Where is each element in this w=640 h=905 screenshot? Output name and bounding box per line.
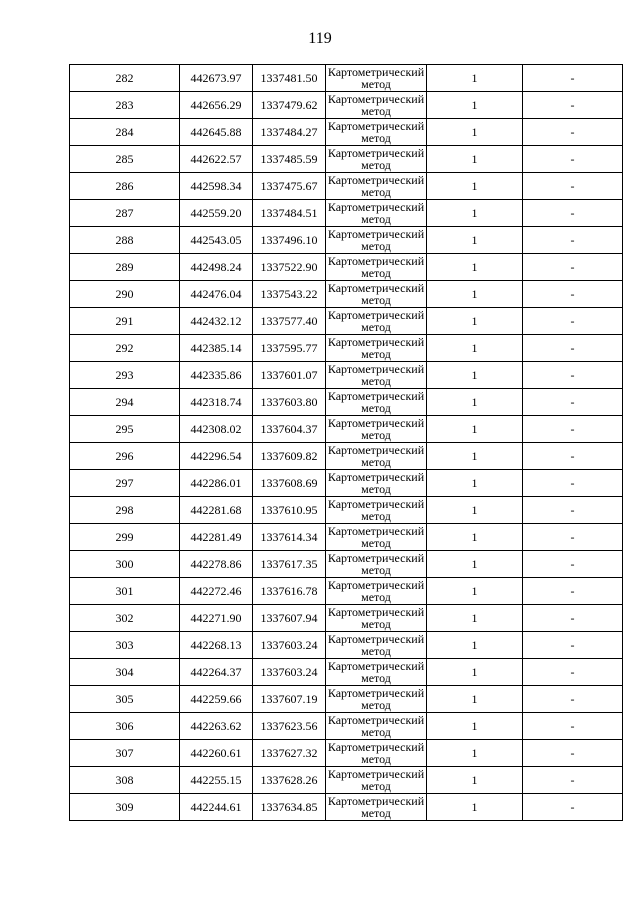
x-coordinate-cell: 442281.49 xyxy=(180,524,253,551)
x-coordinate-cell: 442296.54 xyxy=(180,443,253,470)
precision-cell: 1 xyxy=(427,362,523,389)
note-cell: - xyxy=(523,335,623,362)
y-coordinate-cell: 1337617.35 xyxy=(253,551,326,578)
method-text: Картометрический метод xyxy=(327,497,425,523)
precision-cell: 1 xyxy=(427,335,523,362)
method-cell xyxy=(326,794,427,821)
y-coordinate-cell: 1337607.19 xyxy=(253,686,326,713)
x-coordinate-cell: 442432.12 xyxy=(180,308,253,335)
note-cell: - xyxy=(523,308,623,335)
table-row xyxy=(70,308,623,335)
y-coordinate-cell: 1337496.10 xyxy=(253,227,326,254)
y-coordinate-cell: 1337634.85 xyxy=(253,794,326,821)
x-coordinate-cell: 442476.04 xyxy=(180,281,253,308)
method-cell xyxy=(326,362,427,389)
note-cell: - xyxy=(523,605,623,632)
precision-cell: 1 xyxy=(427,497,523,524)
method-text: Картометрический метод xyxy=(327,335,425,361)
point-number-cell: 282 xyxy=(70,65,180,92)
point-number-cell: 295 xyxy=(70,416,180,443)
x-coordinate-cell: 442260.61 xyxy=(180,740,253,767)
x-coordinate-cell: 442286.01 xyxy=(180,470,253,497)
x-coordinate-cell: 442673.97 xyxy=(180,65,253,92)
method-cell xyxy=(326,200,427,227)
point-number-cell: 290 xyxy=(70,281,180,308)
x-coordinate-cell: 442385.14 xyxy=(180,335,253,362)
x-coordinate-cell: 442656.29 xyxy=(180,92,253,119)
precision-cell: 1 xyxy=(427,632,523,659)
table-row xyxy=(70,767,623,794)
y-coordinate-cell: 1337614.34 xyxy=(253,524,326,551)
precision-cell: 1 xyxy=(427,605,523,632)
method-cell xyxy=(326,605,427,632)
x-coordinate-cell: 442264.37 xyxy=(180,659,253,686)
point-number-cell: 304 xyxy=(70,659,180,686)
x-coordinate-cell: 442272.46 xyxy=(180,578,253,605)
note-cell: - xyxy=(523,362,623,389)
table-row xyxy=(70,362,623,389)
precision-cell: 1 xyxy=(427,578,523,605)
method-cell xyxy=(326,308,427,335)
method-text: Картометрический метод xyxy=(327,65,425,91)
method-text: Картометрический метод xyxy=(327,92,425,118)
point-number-cell: 285 xyxy=(70,146,180,173)
method-text: Картометрический метод xyxy=(327,686,425,712)
table-row xyxy=(70,200,623,227)
method-text: Картометрический метод xyxy=(327,794,425,820)
table-row xyxy=(70,551,623,578)
x-coordinate-cell: 442498.24 xyxy=(180,254,253,281)
point-number-cell: 294 xyxy=(70,389,180,416)
point-number-cell: 284 xyxy=(70,119,180,146)
y-coordinate-cell: 1337608.69 xyxy=(253,470,326,497)
y-coordinate-cell: 1337604.37 xyxy=(253,416,326,443)
x-coordinate-cell: 442244.61 xyxy=(180,794,253,821)
y-coordinate-cell: 1337603.24 xyxy=(253,632,326,659)
method-text: Картометрический метод xyxy=(327,200,425,226)
precision-cell: 1 xyxy=(427,470,523,497)
y-coordinate-cell: 1337601.07 xyxy=(253,362,326,389)
note-cell: - xyxy=(523,92,623,119)
note-cell: - xyxy=(523,740,623,767)
y-coordinate-cell: 1337485.59 xyxy=(253,146,326,173)
note-cell: - xyxy=(523,200,623,227)
precision-cell: 1 xyxy=(427,254,523,281)
x-coordinate-cell: 442335.86 xyxy=(180,362,253,389)
point-number-cell: 303 xyxy=(70,632,180,659)
page-number: 119 xyxy=(308,30,332,47)
point-number-cell: 305 xyxy=(70,686,180,713)
precision-cell: 1 xyxy=(427,713,523,740)
x-coordinate-cell: 442271.90 xyxy=(180,605,253,632)
y-coordinate-cell: 1337577.40 xyxy=(253,308,326,335)
table-row xyxy=(70,227,623,254)
method-cell xyxy=(326,335,427,362)
precision-cell: 1 xyxy=(427,227,523,254)
method-text: Картометрический метод xyxy=(327,443,425,469)
method-cell xyxy=(326,173,427,200)
method-cell xyxy=(326,713,427,740)
note-cell: - xyxy=(523,119,623,146)
y-coordinate-cell: 1337628.26 xyxy=(253,767,326,794)
note-cell: - xyxy=(523,416,623,443)
method-cell xyxy=(326,659,427,686)
method-cell xyxy=(326,281,427,308)
table-row xyxy=(70,173,623,200)
y-coordinate-cell: 1337522.90 xyxy=(253,254,326,281)
coordinates-table xyxy=(69,64,623,821)
point-number-cell: 286 xyxy=(70,173,180,200)
note-cell: - xyxy=(523,389,623,416)
method-text: Картометрический метод xyxy=(327,524,425,550)
table-row xyxy=(70,389,623,416)
method-text: Картометрический метод xyxy=(327,713,425,739)
method-cell xyxy=(326,254,427,281)
point-number-cell: 287 xyxy=(70,200,180,227)
point-number-cell: 302 xyxy=(70,605,180,632)
table-row xyxy=(70,713,623,740)
method-cell xyxy=(326,578,427,605)
method-text: Картометрический метод xyxy=(327,470,425,496)
note-cell: - xyxy=(523,659,623,686)
method-cell xyxy=(326,146,427,173)
precision-cell: 1 xyxy=(427,686,523,713)
note-cell: - xyxy=(523,173,623,200)
precision-cell: 1 xyxy=(427,119,523,146)
method-cell xyxy=(326,443,427,470)
y-coordinate-cell: 1337623.56 xyxy=(253,713,326,740)
method-text: Картометрический метод xyxy=(327,173,425,199)
precision-cell: 1 xyxy=(427,92,523,119)
precision-cell: 1 xyxy=(427,281,523,308)
y-coordinate-cell: 1337610.95 xyxy=(253,497,326,524)
point-number-cell: 289 xyxy=(70,254,180,281)
table-row xyxy=(70,119,623,146)
point-number-cell: 296 xyxy=(70,443,180,470)
point-number-cell: 292 xyxy=(70,335,180,362)
method-text: Картометрический метод xyxy=(327,362,425,388)
x-coordinate-cell: 442559.20 xyxy=(180,200,253,227)
precision-cell: 1 xyxy=(427,794,523,821)
method-cell xyxy=(326,389,427,416)
y-coordinate-cell: 1337479.62 xyxy=(253,92,326,119)
precision-cell: 1 xyxy=(427,659,523,686)
precision-cell: 1 xyxy=(427,308,523,335)
note-cell: - xyxy=(523,227,623,254)
table-row xyxy=(70,605,623,632)
point-number-cell: 306 xyxy=(70,713,180,740)
precision-cell: 1 xyxy=(427,767,523,794)
y-coordinate-cell: 1337595.77 xyxy=(253,335,326,362)
method-text: Картометрический метод xyxy=(327,740,425,766)
method-cell xyxy=(326,767,427,794)
method-cell xyxy=(326,470,427,497)
method-text: Картометрический метод xyxy=(327,119,425,145)
point-number-cell: 288 xyxy=(70,227,180,254)
note-cell: - xyxy=(523,686,623,713)
table-row xyxy=(70,470,623,497)
method-cell xyxy=(326,551,427,578)
point-number-cell: 297 xyxy=(70,470,180,497)
method-cell xyxy=(326,416,427,443)
precision-cell: 1 xyxy=(427,416,523,443)
note-cell: - xyxy=(523,281,623,308)
precision-cell: 1 xyxy=(427,65,523,92)
note-cell: - xyxy=(523,551,623,578)
point-number-cell: 283 xyxy=(70,92,180,119)
table-row xyxy=(70,524,623,551)
y-coordinate-cell: 1337616.78 xyxy=(253,578,326,605)
x-coordinate-cell: 442318.74 xyxy=(180,389,253,416)
method-cell xyxy=(326,227,427,254)
table-row xyxy=(70,92,623,119)
y-coordinate-cell: 1337603.80 xyxy=(253,389,326,416)
precision-cell: 1 xyxy=(427,524,523,551)
method-cell xyxy=(326,119,427,146)
point-number-cell: 293 xyxy=(70,362,180,389)
note-cell: - xyxy=(523,794,623,821)
note-cell: - xyxy=(523,767,623,794)
note-cell: - xyxy=(523,578,623,605)
note-cell: - xyxy=(523,713,623,740)
note-cell: - xyxy=(523,254,623,281)
table-row xyxy=(70,254,623,281)
method-text: Картометрический метод xyxy=(327,632,425,658)
table-row xyxy=(70,416,623,443)
x-coordinate-cell: 442598.34 xyxy=(180,173,253,200)
note-cell: - xyxy=(523,470,623,497)
method-text: Картометрический метод xyxy=(327,605,425,631)
method-cell xyxy=(326,65,427,92)
coordinates-table-body xyxy=(70,65,623,821)
point-number-cell: 299 xyxy=(70,524,180,551)
precision-cell: 1 xyxy=(427,551,523,578)
y-coordinate-cell: 1337609.82 xyxy=(253,443,326,470)
method-cell xyxy=(326,497,427,524)
x-coordinate-cell: 442259.66 xyxy=(180,686,253,713)
note-cell: - xyxy=(523,65,623,92)
method-text: Картометрический метод xyxy=(327,146,425,172)
method-text: Картометрический метод xyxy=(327,281,425,307)
precision-cell: 1 xyxy=(427,173,523,200)
point-number-cell: 308 xyxy=(70,767,180,794)
y-coordinate-cell: 1337484.27 xyxy=(253,119,326,146)
table-row xyxy=(70,659,623,686)
method-cell xyxy=(326,524,427,551)
note-cell: - xyxy=(523,443,623,470)
note-cell: - xyxy=(523,524,623,551)
x-coordinate-cell: 442255.15 xyxy=(180,767,253,794)
table-row xyxy=(70,443,623,470)
precision-cell: 1 xyxy=(427,740,523,767)
x-coordinate-cell: 442308.02 xyxy=(180,416,253,443)
y-coordinate-cell: 1337603.24 xyxy=(253,659,326,686)
x-coordinate-cell: 442622.57 xyxy=(180,146,253,173)
table-row xyxy=(70,335,623,362)
method-text: Картометрический метод xyxy=(327,227,425,253)
x-coordinate-cell: 442278.86 xyxy=(180,551,253,578)
table-row xyxy=(70,578,623,605)
table-row xyxy=(70,65,623,92)
point-number-cell: 291 xyxy=(70,308,180,335)
method-text: Картометрический метод xyxy=(327,551,425,577)
precision-cell: 1 xyxy=(427,146,523,173)
method-cell xyxy=(326,686,427,713)
precision-cell: 1 xyxy=(427,389,523,416)
method-cell xyxy=(326,632,427,659)
method-text: Картометрический метод xyxy=(327,578,425,604)
table-row xyxy=(70,146,623,173)
point-number-cell: 301 xyxy=(70,578,180,605)
y-coordinate-cell: 1337627.32 xyxy=(253,740,326,767)
table-row xyxy=(70,497,623,524)
x-coordinate-cell: 442281.68 xyxy=(180,497,253,524)
precision-cell: 1 xyxy=(427,200,523,227)
x-coordinate-cell: 442543.05 xyxy=(180,227,253,254)
method-text: Картометрический метод xyxy=(327,659,425,685)
y-coordinate-cell: 1337543.22 xyxy=(253,281,326,308)
point-number-cell: 309 xyxy=(70,794,180,821)
method-text: Картометрический метод xyxy=(327,389,425,415)
point-number-cell: 300 xyxy=(70,551,180,578)
note-cell: - xyxy=(523,632,623,659)
y-coordinate-cell: 1337475.67 xyxy=(253,173,326,200)
y-coordinate-cell: 1337607.94 xyxy=(253,605,326,632)
x-coordinate-cell: 442268.13 xyxy=(180,632,253,659)
method-text: Картометрический метод xyxy=(327,767,425,793)
method-cell xyxy=(326,740,427,767)
table-row xyxy=(70,632,623,659)
method-text: Картометрический метод xyxy=(327,308,425,334)
table-row xyxy=(70,740,623,767)
y-coordinate-cell: 1337484.51 xyxy=(253,200,326,227)
table-row xyxy=(70,794,623,821)
x-coordinate-cell: 442263.62 xyxy=(180,713,253,740)
y-coordinate-cell: 1337481.50 xyxy=(253,65,326,92)
table-row xyxy=(70,281,623,308)
precision-cell: 1 xyxy=(427,443,523,470)
point-number-cell: 298 xyxy=(70,497,180,524)
method-text: Картометрический метод xyxy=(327,254,425,280)
x-coordinate-cell: 442645.88 xyxy=(180,119,253,146)
method-cell xyxy=(326,92,427,119)
table-row xyxy=(70,686,623,713)
point-number-cell: 307 xyxy=(70,740,180,767)
note-cell: - xyxy=(523,497,623,524)
note-cell: - xyxy=(523,146,623,173)
method-text: Картометрический метод xyxy=(327,416,425,442)
